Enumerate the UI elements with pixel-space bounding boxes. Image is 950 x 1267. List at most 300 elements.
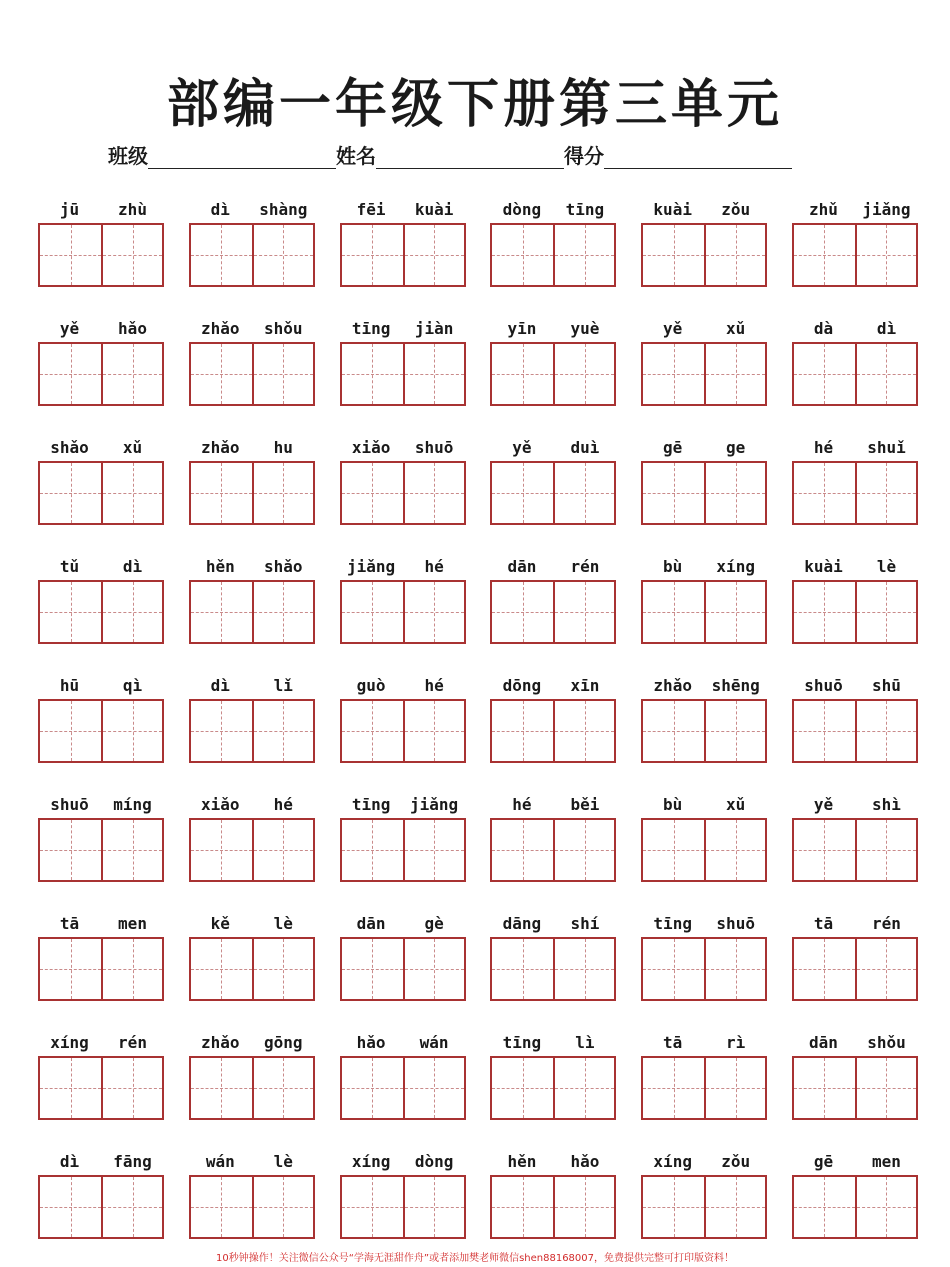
pinyin-syllable: tā (813, 913, 834, 933)
tianzige-box[interactable] (794, 820, 855, 880)
tianzige-box[interactable] (492, 701, 553, 761)
tianzige-box-pair (38, 699, 164, 763)
pinyin-label (641, 1028, 767, 1056)
pinyin-syllable: zhǎo (653, 675, 692, 695)
score-field (564, 140, 792, 169)
tianzige-box-pair (490, 342, 616, 406)
pinyin-writing-grid (38, 195, 918, 1266)
pinyin-syllable: kě (210, 913, 230, 933)
pinyin-syllable: xǔ (122, 437, 143, 457)
tianzige-box[interactable] (403, 463, 464, 523)
pinyin-label (490, 671, 616, 699)
tianzige-box[interactable] (794, 582, 855, 642)
tianzige-box-pair (490, 1175, 616, 1239)
tianzige-box[interactable] (403, 1177, 464, 1237)
tianzige-box[interactable] (553, 225, 614, 285)
pinyin-syllable: fēi (356, 199, 386, 219)
pinyin-syllable: shǎo (50, 437, 89, 457)
pinyin-label (189, 1147, 315, 1175)
tianzige-box[interactable] (252, 701, 313, 761)
tianzige-box[interactable] (342, 582, 403, 642)
tianzige-box-pair (340, 1056, 466, 1120)
tianzige-box[interactable] (403, 225, 464, 285)
tianzige-box[interactable] (553, 344, 614, 404)
tianzige-box-pair (490, 580, 616, 644)
pinyin-syllable: tā (59, 913, 80, 933)
pinyin-label (189, 909, 315, 937)
pinyin-label (189, 552, 315, 580)
word-row (38, 195, 918, 314)
tianzige-box-pair (641, 818, 767, 882)
tianzige-box[interactable] (403, 701, 464, 761)
tianzige-box[interactable] (403, 582, 464, 642)
pinyin-syllable: dà (813, 318, 834, 338)
word-item (792, 790, 918, 909)
pinyin-syllable: zhǎo (201, 1032, 240, 1052)
word-item (189, 909, 315, 1028)
tianzige-box[interactable] (101, 939, 162, 999)
word-item (340, 195, 466, 314)
pinyin-syllable: tīng (565, 199, 605, 219)
tianzige-box-pair (641, 937, 767, 1001)
word-item (490, 433, 616, 552)
pinyin-syllable: hǎo (570, 1151, 600, 1171)
name-blank[interactable] (376, 146, 564, 169)
tianzige-box-pair (340, 223, 466, 287)
tianzige-box[interactable] (704, 820, 765, 880)
tianzige-box-pair (189, 223, 315, 287)
word-item (490, 195, 616, 314)
tianzige-box[interactable] (342, 1177, 403, 1237)
pinyin-syllable: xǔ (726, 318, 746, 338)
tianzige-box[interactable] (794, 939, 855, 999)
pinyin-label (792, 1147, 918, 1175)
tianzige-box-pair (792, 937, 918, 1001)
tianzige-box[interactable] (342, 820, 403, 880)
pinyin-syllable: tā (663, 1032, 683, 1052)
tianzige-box[interactable] (492, 582, 553, 642)
pinyin-syllable: tīng (653, 913, 692, 933)
tianzige-box[interactable] (855, 1058, 916, 1118)
word-item (641, 1028, 767, 1147)
pinyin-syllable: shuō (50, 794, 89, 814)
pinyin-syllable: xíng (653, 1151, 692, 1171)
tianzige-box-pair (340, 580, 466, 644)
tianzige-box-pair (490, 699, 616, 763)
pinyin-label (490, 790, 616, 818)
pinyin-syllable: duì (570, 437, 600, 457)
tianzige-box[interactable] (794, 463, 855, 523)
word-item (490, 552, 616, 671)
tianzige-box[interactable] (643, 701, 704, 761)
word-item (340, 671, 466, 790)
pinyin-syllable: hé (424, 556, 444, 576)
tianzige-box[interactable] (191, 1058, 252, 1118)
tianzige-box-pair (641, 699, 767, 763)
tianzige-box-pair (189, 1056, 315, 1120)
tianzige-box[interactable] (252, 1058, 313, 1118)
tianzige-box[interactable] (643, 939, 704, 999)
tianzige-box[interactable] (492, 1177, 553, 1237)
pinyin-label (189, 790, 315, 818)
pinyin-syllable: hé (424, 675, 444, 695)
pinyin-syllable: wán (205, 1151, 235, 1171)
pinyin-syllable: shǒu (264, 318, 303, 338)
tianzige-box[interactable] (342, 463, 403, 523)
tianzige-box[interactable] (191, 820, 252, 880)
word-item (38, 1028, 164, 1147)
page-title: 部编一年级下册第三单元 (166, 74, 783, 135)
tianzige-box[interactable] (704, 582, 765, 642)
word-item (490, 909, 616, 1028)
pinyin-label (340, 790, 466, 818)
tianzige-box[interactable] (252, 820, 313, 880)
tianzige-box[interactable] (403, 1058, 464, 1118)
pinyin-syllable: xíng (716, 556, 755, 576)
tianzige-box[interactable] (643, 1058, 704, 1118)
tianzige-box-pair (340, 699, 466, 763)
tianzige-box[interactable] (40, 463, 101, 523)
pinyin-label (490, 552, 616, 580)
pinyin-label (340, 1028, 466, 1056)
tianzige-box[interactable] (794, 701, 855, 761)
tianzige-box[interactable] (101, 463, 162, 523)
tianzige-box-pair (340, 937, 466, 1001)
pinyin-syllable: lì (575, 1032, 595, 1052)
word-item (38, 552, 164, 671)
tianzige-box[interactable] (855, 701, 916, 761)
score-blank[interactable] (604, 146, 792, 169)
tianzige-box-pair (792, 223, 918, 287)
pinyin-syllable: shí (570, 913, 600, 933)
tianzige-box[interactable] (191, 344, 252, 404)
tianzige-box[interactable] (101, 344, 162, 404)
tianzige-box[interactable] (553, 1058, 614, 1118)
tianzige-box[interactable] (855, 820, 916, 880)
word-item (189, 552, 315, 671)
tianzige-box[interactable] (40, 820, 101, 880)
pinyin-label (340, 552, 466, 580)
pinyin-syllable: gōng (264, 1032, 303, 1052)
pinyin-syllable: míng (113, 794, 152, 814)
word-item (792, 671, 918, 790)
tianzige-box[interactable] (855, 344, 916, 404)
pinyin-syllable: xíng (50, 1032, 89, 1052)
tianzige-box[interactable] (553, 820, 614, 880)
tianzige-box-pair (340, 1175, 466, 1239)
pinyin-label (340, 195, 466, 223)
student-info-line (108, 140, 792, 169)
tianzige-box-pair (792, 818, 918, 882)
word-item (189, 671, 315, 790)
tianzige-box[interactable] (101, 225, 162, 285)
tianzige-box[interactable] (704, 225, 765, 285)
tianzige-box[interactable] (191, 701, 252, 761)
tianzige-box-pair (641, 342, 767, 406)
tianzige-box[interactable] (855, 463, 916, 523)
tianzige-box-pair (38, 342, 164, 406)
pinyin-syllable: kuài (804, 556, 843, 576)
word-item (189, 1028, 315, 1147)
word-item (340, 790, 466, 909)
tianzige-box-pair (641, 223, 767, 287)
pinyin-syllable: rén (570, 556, 600, 576)
tianzige-box[interactable] (342, 939, 403, 999)
pinyin-syllable: jū (59, 199, 80, 219)
tianzige-box-pair (38, 1175, 164, 1239)
tianzige-box[interactable] (492, 344, 553, 404)
tianzige-box[interactable] (492, 939, 553, 999)
pinyin-label (792, 552, 918, 580)
pinyin-syllable: jiàn (414, 318, 454, 338)
word-row (38, 314, 918, 433)
word-row (38, 1028, 918, 1147)
pinyin-syllable: zhǔ (809, 199, 838, 219)
pinyin-syllable: hǎo (356, 1032, 386, 1052)
tianzige-box[interactable] (704, 344, 765, 404)
pinyin-label (490, 1147, 616, 1175)
pinyin-syllable: xiǎo (201, 794, 240, 814)
pinyin-syllable: tīng (351, 318, 391, 338)
pinyin-syllable: hé (512, 794, 532, 814)
word-item (189, 314, 315, 433)
pinyin-syllable: hé (273, 794, 293, 814)
tianzige-box-pair (490, 1056, 616, 1120)
pinyin-syllable: ge (726, 437, 746, 457)
pinyin-syllable: hé (813, 437, 834, 457)
tianzige-box[interactable] (492, 1058, 553, 1118)
pinyin-syllable: jiǎng (862, 199, 911, 219)
tianzige-box[interactable] (794, 225, 855, 285)
tianzige-box[interactable] (794, 1058, 855, 1118)
word-item (189, 790, 315, 909)
pinyin-syllable: tīng (351, 794, 391, 814)
pinyin-label (189, 314, 315, 342)
word-item (38, 909, 164, 1028)
tianzige-box[interactable] (101, 820, 162, 880)
tianzige-box[interactable] (101, 1177, 162, 1237)
word-row (38, 909, 918, 1028)
tianzige-box[interactable] (191, 225, 252, 285)
tianzige-box[interactable] (191, 582, 252, 642)
tianzige-box[interactable] (191, 463, 252, 523)
tianzige-box[interactable] (252, 463, 313, 523)
tianzige-box[interactable] (794, 1177, 855, 1237)
word-item (340, 909, 466, 1028)
pinyin-label (38, 790, 164, 818)
pinyin-syllable: xiǎo (351, 437, 391, 457)
pinyin-syllable: shēng (711, 675, 760, 695)
word-item (38, 433, 164, 552)
tianzige-box[interactable] (553, 939, 614, 999)
tianzige-box[interactable] (252, 939, 313, 999)
tianzige-box[interactable] (492, 463, 553, 523)
pinyin-label (38, 314, 164, 342)
tianzige-box-pair (792, 461, 918, 525)
word-item (792, 552, 918, 671)
tianzige-box[interactable] (40, 1058, 101, 1118)
tianzige-box[interactable] (342, 1058, 403, 1118)
pinyin-syllable: yīn (507, 318, 537, 338)
pinyin-syllable: yě (512, 437, 532, 457)
tianzige-box[interactable] (40, 939, 101, 999)
word-item (38, 671, 164, 790)
tianzige-box[interactable] (191, 939, 252, 999)
tianzige-box[interactable] (101, 701, 162, 761)
pinyin-label (38, 671, 164, 699)
tianzige-box[interactable] (403, 344, 464, 404)
pinyin-syllable: wán (419, 1032, 449, 1052)
pinyin-syllable: shǎo (264, 556, 303, 576)
tianzige-box-pair (38, 580, 164, 644)
tianzige-box[interactable] (40, 1177, 101, 1237)
pinyin-label (189, 195, 315, 223)
tianzige-box-pair (38, 223, 164, 287)
pinyin-label (641, 314, 767, 342)
tianzige-box[interactable] (40, 225, 101, 285)
tianzige-box[interactable] (643, 820, 704, 880)
pinyin-label (490, 909, 616, 937)
pinyin-syllable: dān (356, 913, 386, 933)
pinyin-label (490, 195, 616, 223)
pinyin-syllable: dì (59, 1151, 80, 1171)
tianzige-box[interactable] (643, 225, 704, 285)
pinyin-label (641, 1147, 767, 1175)
word-item (641, 790, 767, 909)
tianzige-box[interactable] (643, 1177, 704, 1237)
word-item (641, 195, 767, 314)
pinyin-label (340, 909, 466, 937)
pinyin-syllable: shuǐ (867, 437, 906, 457)
pinyin-label (189, 1028, 315, 1056)
tianzige-box[interactable] (101, 1058, 162, 1118)
tianzige-box[interactable] (342, 225, 403, 285)
pinyin-syllable: shuō (804, 675, 843, 695)
tianzige-box-pair (792, 342, 918, 406)
tianzige-box-pair (490, 937, 616, 1001)
tianzige-box[interactable] (40, 701, 101, 761)
tianzige-box[interactable] (855, 225, 916, 285)
tianzige-box-pair (38, 461, 164, 525)
tianzige-box[interactable] (704, 1177, 765, 1237)
tianzige-box[interactable] (342, 344, 403, 404)
class-label: 班级 (108, 144, 148, 168)
tianzige-box[interactable] (492, 820, 553, 880)
pinyin-label (490, 314, 616, 342)
tianzige-box[interactable] (553, 582, 614, 642)
tianzige-box-pair (490, 818, 616, 882)
tianzige-box-pair (38, 818, 164, 882)
tianzige-box[interactable] (643, 344, 704, 404)
pinyin-label (792, 314, 918, 342)
pinyin-syllable: zhǎo (201, 437, 240, 457)
pinyin-label (490, 433, 616, 461)
tianzige-box[interactable] (855, 1177, 916, 1237)
tianzige-box[interactable] (704, 1058, 765, 1118)
word-item (38, 314, 164, 433)
pinyin-label (38, 433, 164, 461)
tianzige-box[interactable] (855, 582, 916, 642)
tianzige-box[interactable] (101, 582, 162, 642)
pinyin-syllable: bù (663, 794, 683, 814)
pinyin-syllable: zhǎo (201, 318, 240, 338)
pinyin-syllable: lè (273, 1151, 293, 1171)
tianzige-box[interactable] (40, 582, 101, 642)
pinyin-label (189, 671, 315, 699)
tianzige-box[interactable] (403, 939, 464, 999)
pinyin-syllable: tǔ (59, 556, 80, 576)
pinyin-syllable: rì (726, 1032, 746, 1052)
tianzige-box[interactable] (643, 463, 704, 523)
word-item (490, 790, 616, 909)
tianzige-box-pair (641, 580, 767, 644)
tianzige-box[interactable] (643, 582, 704, 642)
tianzige-box[interactable] (553, 1177, 614, 1237)
tianzige-box[interactable] (252, 225, 313, 285)
tianzige-box-pair (641, 1056, 767, 1120)
pinyin-label (641, 909, 767, 937)
tianzige-box[interactable] (252, 344, 313, 404)
pinyin-syllable: lè (876, 556, 897, 576)
pinyin-syllable: hěn (205, 556, 235, 576)
pinyin-syllable: zǒu (721, 1151, 751, 1171)
pinyin-syllable: shǒu (867, 1032, 906, 1052)
word-item (792, 195, 918, 314)
tianzige-box[interactable] (40, 344, 101, 404)
pinyin-syllable: tīng (502, 1032, 542, 1052)
tianzige-box[interactable] (704, 939, 765, 999)
pinyin-syllable: dì (122, 556, 143, 576)
tianzige-box-pair (38, 1056, 164, 1120)
tianzige-box[interactable] (553, 701, 614, 761)
score-label: 得分 (564, 144, 604, 168)
pinyin-syllable: shàng (259, 199, 308, 219)
tianzige-box[interactable] (492, 225, 553, 285)
tianzige-box[interactable] (191, 1177, 252, 1237)
pinyin-label (792, 790, 918, 818)
pinyin-syllable: bù (663, 556, 683, 576)
pinyin-label (340, 433, 466, 461)
pinyin-syllable: yě (663, 318, 683, 338)
tianzige-box[interactable] (252, 582, 313, 642)
footer-note: 10秒钟操作！关注微信公众号“学海无涯甜作舟”或者添加樊老师微信shen88168007，免费提供完整可打印版资料！ (215, 1253, 735, 1264)
pinyin-label (490, 1028, 616, 1056)
tianzige-box[interactable] (704, 701, 765, 761)
pinyin-syllable: jiǎng (347, 556, 396, 576)
pinyin-syllable: rén (872, 913, 901, 933)
tianzige-box[interactable] (794, 344, 855, 404)
tianzige-box[interactable] (855, 939, 916, 999)
word-item (792, 1028, 918, 1147)
tianzige-box[interactable] (342, 701, 403, 761)
tianzige-box[interactable] (704, 463, 765, 523)
pinyin-syllable: dòng (502, 199, 542, 219)
tianzige-box[interactable] (553, 463, 614, 523)
tianzige-box[interactable] (403, 820, 464, 880)
pinyin-syllable: dì (210, 199, 230, 219)
word-row (38, 790, 918, 909)
pinyin-syllable: dān (809, 1032, 838, 1052)
tianzige-box-pair (189, 461, 315, 525)
pinyin-label (641, 552, 767, 580)
tianzige-box[interactable] (252, 1177, 313, 1237)
class-blank[interactable] (148, 146, 336, 169)
pinyin-syllable: gè (424, 913, 444, 933)
pinyin-syllable: dān (507, 556, 537, 576)
tianzige-box-pair (792, 1056, 918, 1120)
tianzige-box-pair (189, 342, 315, 406)
word-row (38, 433, 918, 552)
